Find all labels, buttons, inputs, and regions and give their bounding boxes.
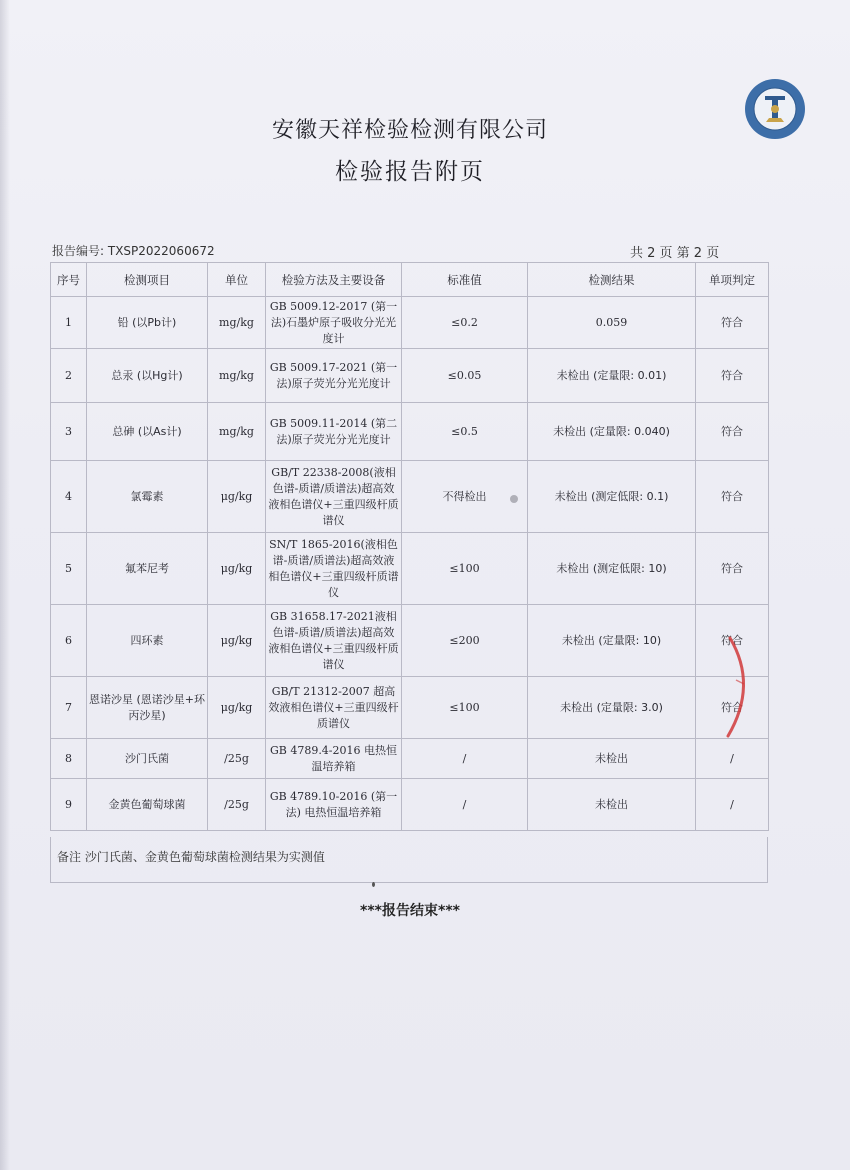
table-header-row (51, 263, 769, 297)
cell-no: 3 (51, 403, 87, 461)
cell-no: 8 (51, 739, 87, 779)
cell-judge: 符合 (696, 605, 769, 677)
cell-no: 4 (51, 461, 87, 533)
cell-result: 未检出 (528, 779, 696, 831)
header-method: 检验方法及主要设备 (266, 263, 402, 297)
cell-judge: 符合 (696, 533, 769, 605)
cell-item: 沙门氏菌 (87, 739, 208, 779)
cell-method: GB 5009.11-2014 (第二法)原子荧光分光光度计 (266, 403, 402, 461)
company-seal-icon (744, 78, 806, 140)
cell-item: 铅 (以Pb计) (87, 297, 208, 349)
company-title: 安徽天祥检验检测有限公司 (271, 118, 548, 143)
header-no: 序号 (51, 263, 87, 297)
cell-result: 未检出 (528, 739, 696, 779)
scan-speck (372, 882, 375, 887)
cell-no: 6 (51, 605, 87, 677)
cell-standard: ≤100 (402, 533, 528, 605)
cell-result: 未检出 (定量限: 0.01) (528, 349, 696, 403)
cell-item: 氟苯尼考 (87, 533, 208, 605)
cell-standard: ≤0.05 (402, 349, 528, 403)
cell-no: 7 (51, 677, 87, 739)
table-row (51, 739, 769, 779)
table-row (51, 349, 769, 403)
table-row (51, 533, 769, 605)
report-number: 报告编号: TXSP2022060672 (52, 244, 215, 258)
table-row (51, 403, 769, 461)
cell-standard: ≤0.2 (402, 297, 528, 349)
cell-unit: /25g (208, 779, 266, 831)
cell-judge: 符合 (696, 297, 769, 349)
cell-judge: 符合 (696, 677, 769, 739)
cell-item: 金黄色葡萄球菌 (87, 779, 208, 831)
cell-judge: / (696, 779, 769, 831)
cell-method: GB 4789.4-2016 电热恒温培养箱 (266, 739, 402, 779)
table-row (51, 461, 769, 533)
page-title: 检验报告附页 (335, 159, 485, 185)
cell-standard: / (402, 739, 528, 779)
cell-unit: /25g (208, 739, 266, 779)
cell-unit: μg/kg (208, 461, 266, 533)
cell-method: GB 5009.17-2021 (第一法)原子荧光分光光度计 (266, 349, 402, 403)
remark-box (50, 837, 768, 883)
cell-result: 0.059 (528, 297, 696, 349)
cell-no: 1 (51, 297, 87, 349)
scan-speck (510, 495, 518, 503)
cell-unit: μg/kg (208, 605, 266, 677)
cell-item: 总砷 (以As计) (87, 403, 208, 461)
page-count: 共 2 页 第 2 页 (630, 246, 720, 261)
cell-unit: mg/kg (208, 349, 266, 403)
cell-result: 未检出 (定量限: 3.0) (528, 677, 696, 739)
table-row (51, 779, 769, 831)
header-standard: 标准值 (402, 263, 528, 297)
header-item: 检测项目 (87, 263, 208, 297)
header-result: 检测结果 (528, 263, 696, 297)
cell-judge: 符合 (696, 461, 769, 533)
cell-method: GB/T 22338-2008(液相色谱-质谱/质谱法)超高效液相色谱仪+三重四级杆质谱仪 (266, 461, 402, 533)
cell-method: GB 5009.12-2017 (第一法)石墨炉原子吸收分光光度计 (266, 297, 402, 349)
cell-standard: ≤100 (402, 677, 528, 739)
cell-item: 总汞 (以Hg计) (87, 349, 208, 403)
stamp-mark-icon (700, 630, 760, 740)
table-row (51, 297, 769, 349)
cell-unit: μg/kg (208, 677, 266, 739)
cell-result: 未检出 (定量限: 0.040) (528, 403, 696, 461)
report-end-marker: ***报告结束*** (360, 903, 460, 919)
header-unit: 单位 (208, 263, 266, 297)
table-row (51, 677, 769, 739)
results-table (50, 262, 769, 831)
header-judge: 单项判定 (696, 263, 769, 297)
cell-unit: μg/kg (208, 533, 266, 605)
cell-standard: ≤0.5 (402, 403, 528, 461)
cell-unit: mg/kg (208, 403, 266, 461)
cell-item: 氯霉素 (87, 461, 208, 533)
cell-no: 2 (51, 349, 87, 403)
cell-standard: / (402, 779, 528, 831)
cell-result: 未检出 (定量限: 10) (528, 605, 696, 677)
cell-judge: 符合 (696, 349, 769, 403)
table-row (51, 605, 769, 677)
cell-no: 5 (51, 533, 87, 605)
cell-method: GB 31658.17-2021液相色谱-质谱/质谱法)超高效液相色谱仪+三重四级杆质谱仪 (266, 605, 402, 677)
cell-result: 未检出 (测定低限: 0.1) (528, 461, 696, 533)
cell-judge: / (696, 739, 769, 779)
cell-method: GB 4789.10-2016 (第一法) 电热恒温培养箱 (266, 779, 402, 831)
cell-item: 恩诺沙星 (恩诺沙星+环丙沙星) (87, 677, 208, 739)
cell-no: 9 (51, 779, 87, 831)
cell-method: GB/T 21312-2007 超高效液相色谱仪+三重四级杆质谱仪 (266, 677, 402, 739)
remark-text: 备注 沙门氏菌、金黄色葡萄球菌检测结果为实测值 (57, 850, 325, 864)
cell-judge: 符合 (696, 403, 769, 461)
cell-unit: mg/kg (208, 297, 266, 349)
cell-item: 四环素 (87, 605, 208, 677)
cell-standard: 不得检出 (402, 461, 528, 533)
cell-result: 未检出 (测定低限: 10) (528, 533, 696, 605)
cell-method: SN/T 1865-2016(液相色谱-质谱/质谱法)超高效液相色谱仪+三重四级杆质谱仪 (266, 533, 402, 605)
cell-standard: ≤200 (402, 605, 528, 677)
